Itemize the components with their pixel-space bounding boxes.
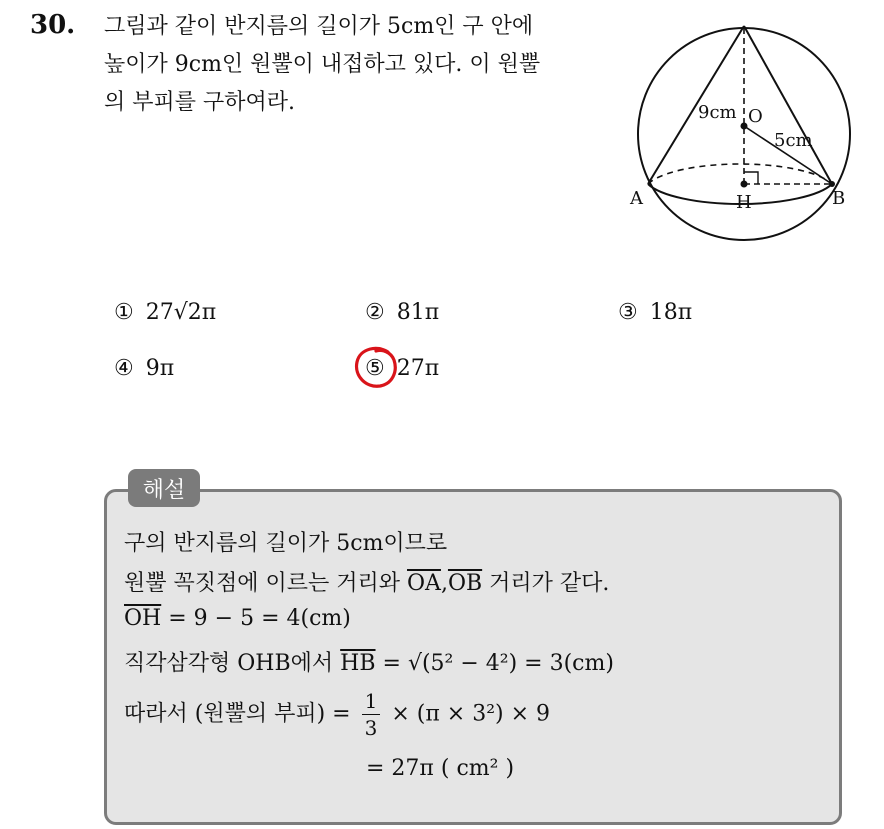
choice-3[interactable] bbox=[618, 300, 692, 325]
cone-base-back bbox=[648, 164, 832, 184]
question-text bbox=[104, 8, 624, 122]
segment-oa: $\overline{OA}$ bbox=[407, 571, 441, 596]
sphere-cone-figure bbox=[626, 14, 876, 244]
question-line: 의 부피를 구하여라. bbox=[104, 90, 295, 115]
question-line: 높이가 9cm인 원뿔이 내접하고 있다. 이 원뿔 bbox=[104, 52, 541, 77]
text: 거리가 같다. bbox=[489, 571, 610, 596]
choice-text: 27π bbox=[396, 356, 440, 381]
choice-2[interactable] bbox=[365, 300, 439, 325]
choice-text: 9π bbox=[145, 356, 175, 381]
choice-text: 18π bbox=[649, 300, 693, 325]
text: = 9 − 5 = 4(cm) bbox=[168, 606, 351, 631]
question-line: 그림과 같이 반지름의 길이가 5cm인 구 안에 bbox=[104, 14, 534, 39]
text: = √(5² − 4²) = 3(cm) bbox=[382, 651, 614, 676]
choice-1[interactable] bbox=[114, 300, 216, 325]
center-point-o bbox=[741, 123, 748, 130]
text: 원뿔 꼭짓점에 이르는 거리와 bbox=[124, 571, 401, 596]
segment-hb: $\overline{HB}$ bbox=[340, 651, 376, 676]
question-number: 30. bbox=[30, 10, 76, 40]
label-radius: 5cm bbox=[774, 130, 813, 151]
choice-number: ③ bbox=[618, 300, 638, 325]
cone-side-right bbox=[744, 26, 832, 184]
segment-ob: $\overline{OB}$ bbox=[447, 571, 483, 596]
fraction-numerator: 1 bbox=[362, 688, 381, 715]
label-a: A bbox=[630, 188, 643, 209]
choice-text: 27√2π bbox=[145, 300, 217, 325]
solution-line-6: = 27π ( cm² ) bbox=[366, 756, 515, 781]
choice-number: ④ bbox=[114, 356, 134, 381]
solution-tag: 해설 bbox=[128, 469, 200, 507]
choice-4[interactable] bbox=[114, 356, 174, 381]
solution-line-5 bbox=[124, 688, 550, 741]
label-height: 9cm bbox=[698, 102, 737, 123]
fraction bbox=[362, 688, 381, 741]
label-h: H bbox=[736, 192, 752, 213]
text: 직각삼각형 OHB에서 bbox=[124, 651, 334, 676]
choice-number: ⑤ bbox=[365, 356, 385, 381]
choice-text: 81π bbox=[396, 300, 440, 325]
comma: , bbox=[440, 571, 448, 596]
text: 따라서 (원뿔의 부피) = bbox=[124, 701, 351, 727]
choice-number: ① bbox=[114, 300, 134, 325]
point-b bbox=[829, 181, 835, 187]
text: × (π × 3²) × 9 bbox=[391, 701, 551, 727]
solution-line-3 bbox=[124, 606, 351, 631]
solution-line-2 bbox=[124, 566, 609, 597]
choice-number: ② bbox=[365, 300, 385, 325]
answer-circle-mark bbox=[352, 344, 402, 392]
segment-oh: $\overline{OH}$ bbox=[124, 606, 162, 631]
label-b: B bbox=[832, 188, 846, 209]
foot-point-h bbox=[741, 181, 748, 188]
solution-line-1: 구의 반지름의 길이가 5cm이므로 bbox=[124, 531, 448, 556]
fraction-denominator: 3 bbox=[364, 716, 378, 740]
label-o: O bbox=[748, 106, 763, 127]
solution-line-4 bbox=[124, 646, 614, 677]
